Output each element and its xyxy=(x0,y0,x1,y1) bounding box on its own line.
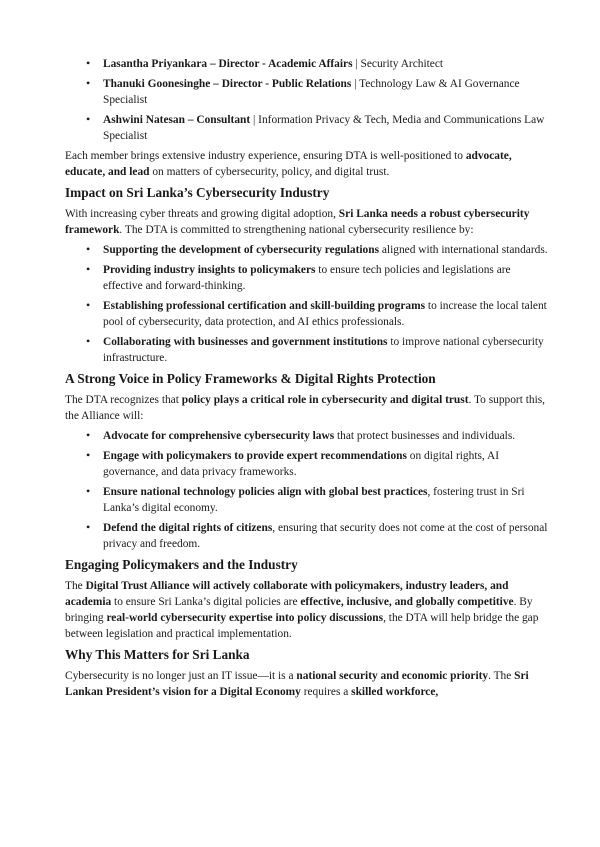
member-role: Director - Academic Affairs xyxy=(218,58,353,70)
bullet-icon: • xyxy=(86,484,91,498)
list-item: • Thanuki Goonesinghe – Director - Public Relations | Technology Law & AI Governance Specialist xyxy=(86,76,520,106)
list-item: • Engage with policymakers to provide expert recommendations on digital rights, AI governance, and data privacy frameworks. xyxy=(86,448,500,478)
bullet-icon: • xyxy=(86,242,91,256)
policy-list xyxy=(65,428,550,552)
bullet-icon: • xyxy=(86,448,91,462)
section-heading-engaging: Engaging Policymakers and the Industry xyxy=(65,557,298,572)
bullet-icon: • xyxy=(86,112,91,126)
section-heading-impact: Impact on Sri Lanka’s Cybersecurity Industry xyxy=(65,185,330,200)
bullet-icon: • xyxy=(86,262,91,276)
member-desc: Information Privacy & Tech, Media and Communications Law Specialist xyxy=(103,114,545,142)
why-paragraph: Cybersecurity is no longer just an IT issue—it is a national security and economic priority. The Sri Lankan President’s vision for a Digital Economy requires a skilled workforce, xyxy=(65,670,529,698)
member-role: Consultant xyxy=(196,114,251,126)
engaging-paragraph: The Digital Trust Alliance will actively collaborate with policymakers, industry leaders, and academia to ensure Sri Lanka’s digital policies are effective, inclusive, and globally competitive. By bringing real-world cybersecurity expertise into policy discussions, the DTA will help bridge the gap between legislation and practical implementation. xyxy=(65,580,539,640)
list-item: • Advocate for comprehensive cybersecurity laws that protect businesses and individuals. xyxy=(86,428,516,442)
bullet-icon: • xyxy=(86,76,91,90)
list-item: • Lasantha Priyankara – Director - Academic Affairs | Security Architect xyxy=(86,56,444,70)
bullet-icon: • xyxy=(86,428,91,442)
bullet-icon: • xyxy=(86,334,91,348)
list-item: • Collaborating with businesses and government institutions to improve national cybersecurity infrastructure. xyxy=(86,334,544,364)
bullet-icon: • xyxy=(86,298,91,312)
list-item: • Providing industry insights to policymakers to ensure tech policies and legislations are effective and forward-thinking. xyxy=(86,262,511,292)
list-item: • Defend the digital rights of citizens, ensuring that security does not come at the cost of personal privacy and freedom. xyxy=(86,520,548,550)
team-list xyxy=(65,56,550,144)
list-item: • Establishing professional certification and skill-building programs to increase the local talent pool of cybersecurity, data protection, and AI ethics professionals. xyxy=(86,298,547,328)
section-heading-policy: A Strong Voice in Policy Frameworks & Digital Rights Protection xyxy=(65,371,436,386)
member-desc: Technology Law & AI Governance Specialist xyxy=(103,78,520,106)
member-name: Lasantha Priyankara xyxy=(103,58,208,70)
member-desc: Security Architect xyxy=(360,58,444,70)
list-item: • Ensure national technology policies align with global best practices, fostering trust in Sri Lanka’s digital economy. xyxy=(86,484,525,514)
impact-intro: With increasing cyber threats and growing digital adoption, Sri Lanka needs a robust cybersecurity framework. The DTA is committed to strengthening national cybersecurity resilience by: xyxy=(65,208,530,236)
impact-list xyxy=(65,242,550,366)
policy-intro: The DTA recognizes that policy plays a critical role in cybersecurity and digital trust. To support this, the Alliance will: xyxy=(65,394,546,422)
bullet-icon: • xyxy=(86,520,91,534)
list-item: • Ashwini Natesan – Consultant | Information Privacy & Tech, Media and Communications Law Specialist xyxy=(86,112,545,142)
member-role: Director - Public Relations xyxy=(221,78,352,90)
member-name: Thanuki Goonesinghe xyxy=(103,78,211,90)
list-item: • Supporting the development of cybersecurity regulations aligned with international standards. xyxy=(86,242,548,256)
team-summary: Each member brings extensive industry experience, ensuring DTA is well-positioned to advocate, educate, and lead on matters of cybersecurity, policy, and digital trust. xyxy=(65,150,512,178)
member-name: Ashwini Natesan xyxy=(103,114,185,126)
bullet-icon: • xyxy=(86,56,91,70)
section-heading-why: Why This Matters for Sri Lanka xyxy=(65,647,250,662)
